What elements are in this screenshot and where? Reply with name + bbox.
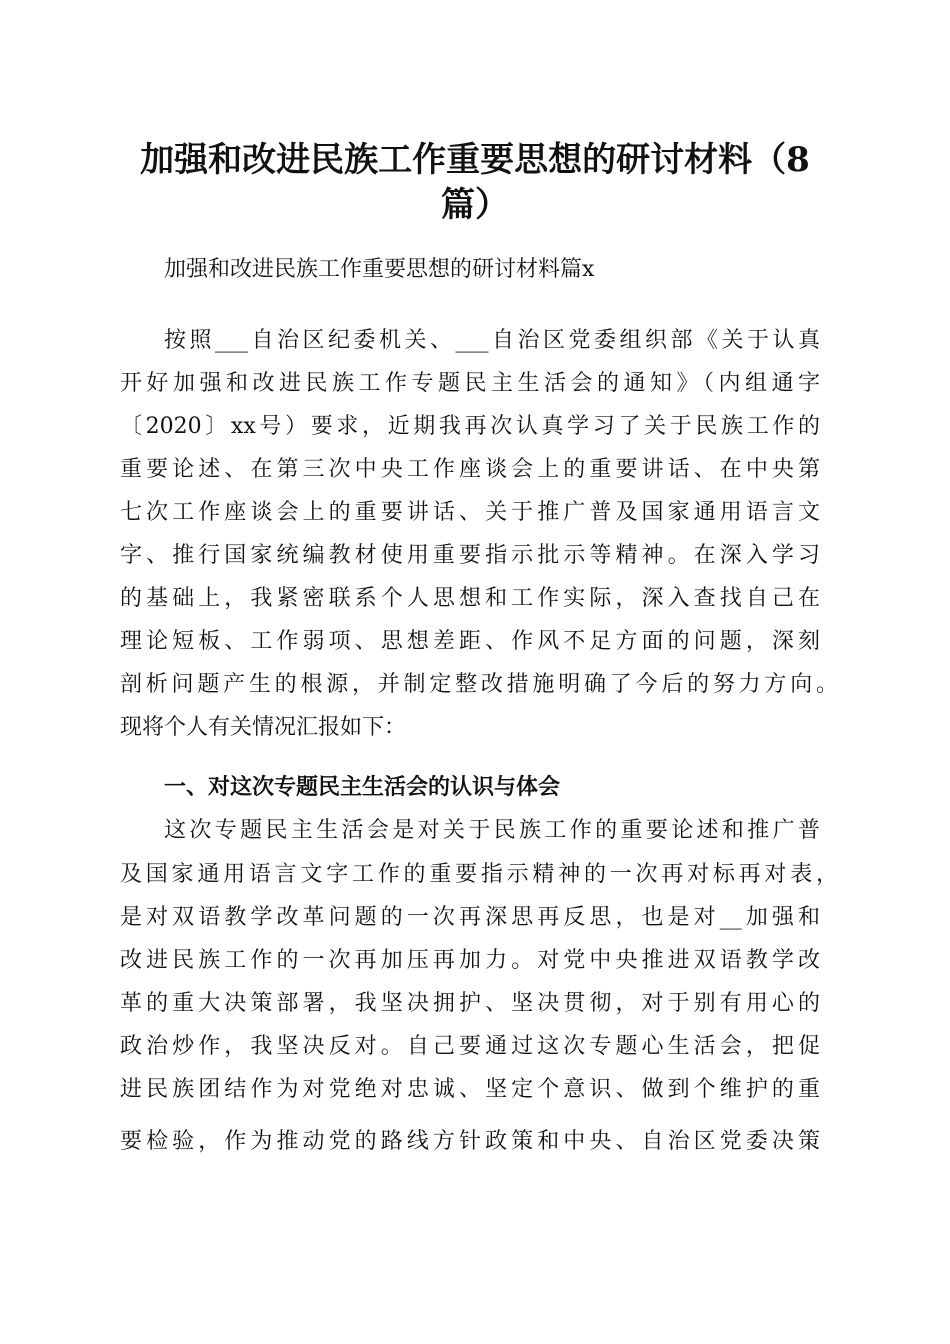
- paragraph-line: 的基础上，我紧密联系个人思想和工作实际，深入查找自己在: [120, 586, 820, 611]
- paragraph-line: 重要论述、在第三次中央工作座谈会上的重要讲话、在中央第: [120, 457, 820, 482]
- paragraph-line: 要检验，作为推动党的路线方针政策和中央、自治区党委决策: [120, 1129, 820, 1154]
- paragraph-line: 现将个人有关情况汇报如下：: [120, 715, 407, 740]
- paragraph-line: 进民族团结作为对党绝对忠诚、坚定个意识、做到个维护的重: [120, 1077, 820, 1102]
- document-title-line-1: 加强和改进民族工作重要思想的研讨材料（8: [140, 140, 810, 180]
- section-heading: 一、对这次专题民主生活会的认识与体会: [164, 775, 561, 800]
- paragraph-line: 开好加强和改进民族工作专题民主生活会的通知》（内组通字: [120, 371, 820, 396]
- paragraph-line: 〔2020〕xx号）要求，近期我再次认真学习了关于民族工作的: [120, 414, 820, 439]
- paragraph-line: 政治炒作，我坚决反对。自己要通过这次专题心生活会，把促: [120, 1034, 820, 1059]
- paragraph-line: 革的重大决策部署，我坚决拥护、坚决贯彻，对于别有用心的: [120, 991, 820, 1016]
- paragraph-line: 理论短板、工作弱项、思想差距、作风不足方面的问题，深刻: [120, 629, 820, 654]
- paragraph-line: 这次专题民主生活会是对关于民族工作的重要论述和推广普: [164, 818, 820, 843]
- paragraph-line: 七次工作座谈会上的重要讲话、关于推广普及国家通用语言文: [120, 500, 820, 525]
- document-title-line-2: 篇）: [441, 185, 509, 225]
- paragraph-line: 按照___自治区纪委机关、___自治区党委组织部《关于认真: [164, 328, 820, 353]
- paragraph-line: 字、推行国家统编教材使用重要指示批示等精神。在深入学习: [120, 543, 820, 568]
- subtitle: 加强和改进民族工作重要思想的研讨材料篇x: [164, 257, 595, 282]
- paragraph-line: 及国家通用语言文字工作的重要指示精神的一次再对标再对表，: [120, 862, 838, 887]
- paragraph-line: 剖析问题产生的根源，并制定整改措施明确了今后的努力方向。: [120, 672, 838, 697]
- paragraph-line: 是对双语教学改革问题的一次再深思再反思，也是对__加强和: [120, 905, 820, 930]
- paragraph-line: 改进民族工作的一次再加压再加力。对党中央推进双语教学改: [120, 948, 820, 973]
